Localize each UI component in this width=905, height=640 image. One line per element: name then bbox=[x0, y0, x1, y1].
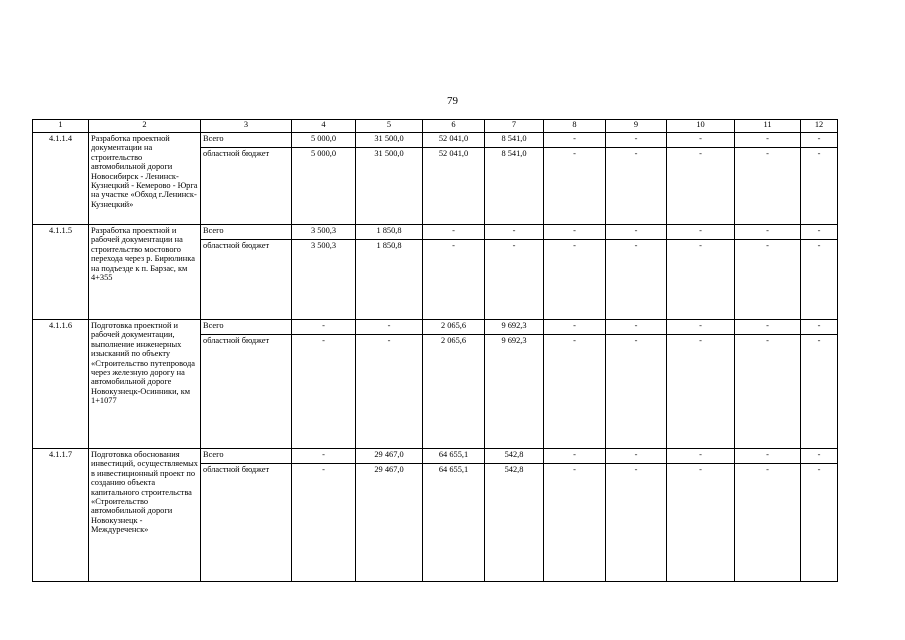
value-cell: - bbox=[801, 240, 838, 320]
funding-source: Всего bbox=[201, 133, 292, 148]
header-cell: 10 bbox=[667, 120, 735, 133]
budget-table bbox=[32, 119, 838, 582]
value-cell: - bbox=[667, 320, 735, 335]
value-cell: - bbox=[292, 320, 356, 335]
page-number: 79 bbox=[447, 95, 458, 107]
value-cell: - bbox=[667, 464, 735, 582]
value-cell: - bbox=[606, 240, 667, 320]
header-cell: 4 bbox=[292, 120, 356, 133]
value-cell: - bbox=[606, 464, 667, 582]
value-cell: - bbox=[735, 133, 801, 148]
value-cell: - bbox=[485, 240, 544, 320]
value-cell: - bbox=[292, 449, 356, 464]
funding-source: областной бюджет bbox=[201, 335, 292, 449]
value-cell: - bbox=[735, 335, 801, 449]
item-name: Подготовка проектной и рабочей документации, выполнение инженерных изысканий по объекту «Строительство путепровода через железную дорогу на автомобильной дороге Новокузнецк-Осинники, км 1+1077 bbox=[89, 320, 201, 449]
funding-source: Всего bbox=[201, 449, 292, 464]
value-cell: 64 655,1 bbox=[423, 449, 485, 464]
header-row bbox=[33, 120, 838, 133]
value-cell: - bbox=[735, 449, 801, 464]
item-code: 4.1.1.6 bbox=[33, 320, 89, 449]
value-cell: - bbox=[667, 148, 735, 225]
value-cell: - bbox=[735, 464, 801, 582]
item-name: Подготовка обоснования инвестиций, осуществляемых в инвестиционный проект по созданию объекта капитального строительства «Строительство автомобильной дороги Новокузнецк - Междуреченск» bbox=[89, 449, 201, 582]
value-cell: 52 041,0 bbox=[423, 148, 485, 225]
header-cell: 8 bbox=[544, 120, 606, 133]
value-cell: - bbox=[292, 464, 356, 582]
header-cell: 12 bbox=[801, 120, 838, 133]
value-cell: - bbox=[801, 148, 838, 225]
value-cell: 2 065,6 bbox=[423, 320, 485, 335]
value-cell: 64 655,1 bbox=[423, 464, 485, 582]
value-cell: - bbox=[735, 320, 801, 335]
header-cell: 1 bbox=[33, 120, 89, 133]
value-cell: 3 500,3 bbox=[292, 240, 356, 320]
table-row bbox=[33, 133, 838, 148]
value-cell: - bbox=[606, 148, 667, 225]
value-cell: 2 065,6 bbox=[423, 335, 485, 449]
header-cell: 9 bbox=[606, 120, 667, 133]
value-cell: - bbox=[735, 225, 801, 240]
value-cell: - bbox=[544, 225, 606, 240]
value-cell: - bbox=[801, 225, 838, 240]
funding-source: Всего bbox=[201, 225, 292, 240]
header-cell: 6 bbox=[423, 120, 485, 133]
value-cell: - bbox=[292, 335, 356, 449]
value-cell: 8 541,0 bbox=[485, 133, 544, 148]
item-name: Разработка проектной документации на строительство автомобильной дороги Новосибирск - Ленинск-Кузнецкий - Кемерово - Юрга на участке «Обход г.Ленинск-Кузнецкий» bbox=[89, 133, 201, 225]
table-row bbox=[33, 449, 838, 464]
header-cell: 3 bbox=[201, 120, 292, 133]
value-cell: - bbox=[667, 335, 735, 449]
value-cell: 1 850,8 bbox=[356, 240, 423, 320]
value-cell: 542,8 bbox=[485, 464, 544, 582]
value-cell: - bbox=[667, 133, 735, 148]
value-cell: 29 467,0 bbox=[356, 449, 423, 464]
value-cell: - bbox=[485, 225, 544, 240]
item-code: 4.1.1.5 bbox=[33, 225, 89, 320]
value-cell: 52 041,0 bbox=[423, 133, 485, 148]
value-cell: - bbox=[544, 133, 606, 148]
header-cell: 2 bbox=[89, 120, 201, 133]
funding-source: областной бюджет bbox=[201, 464, 292, 582]
table-row bbox=[33, 225, 838, 240]
item-code: 4.1.1.4 bbox=[33, 133, 89, 225]
item-code: 4.1.1.7 bbox=[33, 449, 89, 582]
value-cell: - bbox=[544, 449, 606, 464]
value-cell: - bbox=[801, 133, 838, 148]
value-cell: - bbox=[735, 240, 801, 320]
value-cell: - bbox=[544, 148, 606, 225]
table-row bbox=[33, 320, 838, 335]
value-cell: - bbox=[423, 225, 485, 240]
value-cell: - bbox=[606, 320, 667, 335]
value-cell: 1 850,8 bbox=[356, 225, 423, 240]
value-cell: - bbox=[544, 464, 606, 582]
value-cell: - bbox=[544, 335, 606, 449]
value-cell: - bbox=[735, 148, 801, 225]
value-cell: - bbox=[667, 225, 735, 240]
item-name: Разработка проектной и рабочей документации на строительство мостового перехода через р. Бирюлинка на подъезде к п. Барзас, км 4+355 bbox=[89, 225, 201, 320]
value-cell: 5 000,0 bbox=[292, 133, 356, 148]
header-cell: 5 bbox=[356, 120, 423, 133]
value-cell: 9 692,3 bbox=[485, 320, 544, 335]
funding-source: областной бюджет bbox=[201, 240, 292, 320]
value-cell: - bbox=[544, 320, 606, 335]
value-cell: 31 500,0 bbox=[356, 148, 423, 225]
value-cell: - bbox=[356, 335, 423, 449]
header-cell: 7 bbox=[485, 120, 544, 133]
value-cell: 8 541,0 bbox=[485, 148, 544, 225]
value-cell: - bbox=[606, 225, 667, 240]
value-cell: - bbox=[356, 320, 423, 335]
value-cell: - bbox=[606, 335, 667, 449]
value-cell: 3 500,3 bbox=[292, 225, 356, 240]
value-cell: - bbox=[667, 240, 735, 320]
value-cell: 9 692,3 bbox=[485, 335, 544, 449]
value-cell: - bbox=[801, 464, 838, 582]
value-cell: - bbox=[801, 335, 838, 449]
value-cell: 5 000,0 bbox=[292, 148, 356, 225]
value-cell: - bbox=[544, 240, 606, 320]
value-cell: - bbox=[606, 133, 667, 148]
value-cell: 542,8 bbox=[485, 449, 544, 464]
value-cell: - bbox=[667, 449, 735, 464]
value-cell: - bbox=[801, 449, 838, 464]
header-cell: 11 bbox=[735, 120, 801, 133]
funding-source: областной бюджет bbox=[201, 148, 292, 225]
value-cell: - bbox=[606, 449, 667, 464]
value-cell: - bbox=[801, 320, 838, 335]
value-cell: - bbox=[423, 240, 485, 320]
value-cell: 31 500,0 bbox=[356, 133, 423, 148]
funding-source: Всего bbox=[201, 320, 292, 335]
value-cell: 29 467,0 bbox=[356, 464, 423, 582]
